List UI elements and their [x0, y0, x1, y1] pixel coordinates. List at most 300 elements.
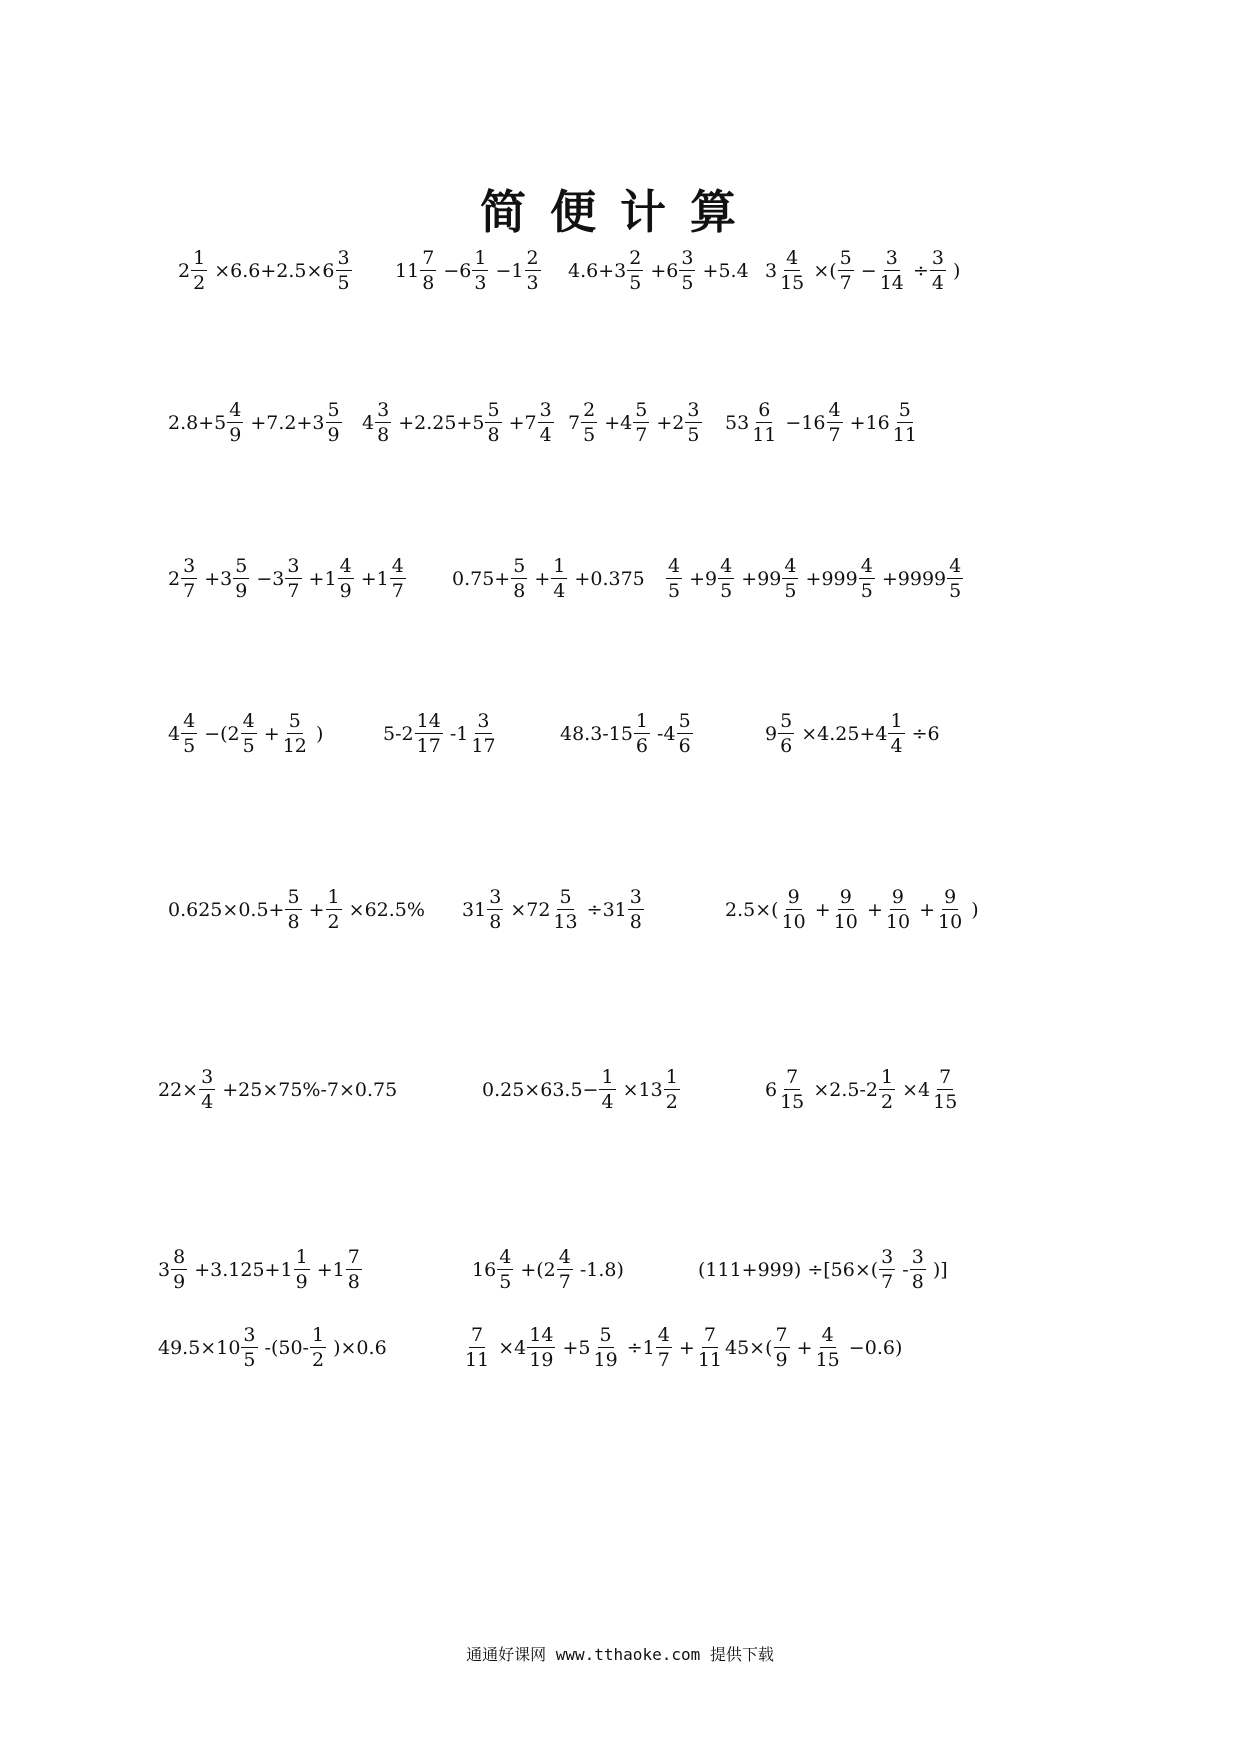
expr-text: −3 — [250, 567, 285, 590]
denominator: 7 — [828, 424, 841, 446]
denominator: 4 — [890, 735, 903, 757]
denominator: 8 — [489, 911, 502, 933]
expr-text: ) — [946, 259, 961, 282]
fraction — [527, 1326, 555, 1370]
fraction — [878, 249, 906, 293]
numerator: 9 — [787, 886, 800, 908]
numerator: 2 — [629, 247, 642, 269]
problem-4 — [765, 249, 960, 293]
expr-text: +16 — [843, 411, 890, 434]
fraction — [633, 401, 649, 445]
expr-text: +1 — [302, 567, 337, 590]
expr-text: 5-2 — [383, 722, 414, 745]
expr-text: -1.8) — [573, 1258, 624, 1281]
footer-text: 通通好课网 www.tthaoke.com 提供下载 — [466, 1645, 774, 1664]
fraction — [774, 1326, 790, 1370]
denominator: 6 — [678, 735, 691, 757]
numerator: 5 — [599, 1324, 612, 1346]
denominator: 19 — [593, 1349, 618, 1371]
fraction — [485, 401, 501, 445]
expr-text: )×0.6 — [327, 1336, 387, 1359]
numerator: 1 — [635, 710, 648, 732]
denominator: 5 — [949, 580, 962, 602]
denominator: 17 — [471, 735, 496, 757]
expr-text: ) — [965, 898, 979, 921]
problem-13 — [383, 712, 499, 756]
expr-text: −6 — [437, 259, 472, 282]
denominator: 9 — [173, 1271, 186, 1293]
denominator: 13 — [553, 911, 578, 933]
fraction — [891, 401, 919, 445]
expr-text: ×13 — [616, 1078, 663, 1101]
expr-text: − — [854, 259, 877, 282]
expr-text: ÷ — [906, 259, 929, 282]
numerator: 5 — [635, 399, 648, 421]
numerator: 4 — [786, 247, 799, 269]
denominator: 4 — [931, 272, 944, 294]
numerator: 9 — [891, 886, 905, 908]
expr-text: +6 — [644, 259, 679, 282]
numerator: 3 — [337, 247, 350, 269]
numerator: 5 — [780, 710, 793, 732]
denominator: 8 — [287, 911, 300, 933]
fraction — [888, 712, 904, 756]
expr-text: + — [790, 1336, 813, 1359]
denominator: 7 — [391, 580, 404, 602]
expr-text: ×4 — [896, 1078, 931, 1101]
denominator: 8 — [629, 911, 642, 933]
fraction — [627, 249, 643, 293]
fraction — [346, 1248, 362, 1292]
expr-text: -(50- — [258, 1336, 309, 1359]
denominator: 11 — [892, 424, 917, 446]
fraction — [780, 888, 808, 932]
expr-text: +7.2+3 — [244, 411, 325, 434]
fraction — [181, 712, 197, 756]
fraction — [336, 249, 352, 293]
fraction — [656, 1326, 672, 1370]
denominator: 7 — [839, 272, 852, 294]
numerator: 4 — [657, 1324, 670, 1346]
numerator: 4 — [860, 555, 873, 577]
denominator: 8 — [347, 1271, 360, 1293]
denominator: 2 — [311, 1349, 325, 1371]
expr-text: +9 — [683, 567, 718, 590]
numerator: 3 — [489, 886, 502, 908]
fraction — [679, 249, 695, 293]
expr-text: ) — [309, 722, 324, 745]
problem-14 — [560, 712, 694, 756]
fraction — [233, 557, 249, 601]
problem-26 — [462, 1326, 725, 1370]
numerator: 3 — [881, 1246, 894, 1268]
numerator: 3 — [183, 555, 196, 577]
fraction — [487, 888, 503, 932]
denominator: 2 — [665, 1091, 678, 1113]
expr-text: 16 — [472, 1258, 497, 1281]
numerator: 5 — [235, 555, 248, 577]
expr-text: +7 — [502, 411, 537, 434]
expr-text: −1 — [489, 259, 524, 282]
denominator: 5 — [183, 735, 196, 757]
numerator: 1 — [553, 555, 566, 577]
fraction — [326, 401, 342, 445]
numerator: 5 — [839, 247, 852, 269]
denominator: 2 — [880, 1091, 894, 1113]
numerator: 4 — [242, 710, 255, 732]
numerator: 8 — [173, 1246, 186, 1268]
numerator: 1 — [311, 1324, 325, 1346]
fraction — [750, 401, 778, 445]
numerator: 3 — [911, 1246, 924, 1268]
fraction — [420, 249, 436, 293]
fraction — [511, 557, 527, 601]
expr-text: +5 — [556, 1336, 591, 1359]
fraction — [859, 557, 875, 601]
numerator: 3 — [201, 1066, 214, 1088]
numerator: 14 — [416, 710, 441, 732]
denominator: 5 — [681, 272, 694, 294]
numerator: 3 — [931, 247, 944, 269]
expr-text: + — [257, 722, 280, 745]
numerator: 4 — [183, 710, 196, 732]
denominator: 7 — [635, 424, 648, 446]
denominator: 7 — [183, 580, 196, 602]
expr-text: −(2 — [198, 722, 240, 745]
fraction — [551, 557, 567, 601]
numerator: 5 — [487, 399, 500, 421]
expr-text: ÷31 — [580, 898, 627, 921]
expr-text: -1 — [443, 722, 469, 745]
denominator: 12 — [282, 735, 307, 757]
expr-text: -4 — [651, 722, 676, 745]
numerator: 4 — [668, 555, 681, 577]
fraction — [838, 249, 854, 293]
expr-text: (111+999) ÷[56×( — [698, 1258, 879, 1281]
denominator: 10 — [781, 911, 806, 933]
problem-7 — [568, 401, 703, 445]
problem-17 — [462, 888, 645, 932]
fraction — [199, 1068, 215, 1112]
fraction — [415, 712, 443, 756]
denominator: 7 — [287, 580, 300, 602]
expr-text: 7 — [568, 411, 581, 434]
expr-text: 53 — [725, 411, 750, 434]
denominator: 2 — [327, 911, 340, 933]
problem-18 — [725, 888, 979, 932]
denominator: 3 — [474, 272, 487, 294]
denominator: 7 — [657, 1349, 670, 1371]
fraction — [326, 888, 342, 932]
problem-2 — [395, 249, 542, 293]
numerator: 3 — [477, 710, 490, 732]
expr-text: +2 — [650, 411, 685, 434]
denominator: 9 — [229, 424, 242, 446]
denominator: 5 — [860, 580, 873, 602]
problem-19 — [158, 1068, 397, 1112]
fraction — [497, 1248, 513, 1292]
denominator: 11 — [465, 1349, 490, 1371]
numerator: 4 — [229, 399, 242, 421]
numerator: 1 — [474, 247, 487, 269]
expr-text: −16 — [779, 411, 826, 434]
expr-text: 3 — [765, 259, 778, 282]
expr-text: ×72 — [504, 898, 551, 921]
numerator: 4 — [339, 555, 352, 577]
denominator: 8 — [487, 424, 500, 446]
expr-text: 2 — [168, 567, 181, 590]
expr-text: 6 — [765, 1078, 778, 1101]
denominator: 15 — [780, 272, 805, 294]
numerator: 5 — [898, 399, 911, 421]
fraction — [936, 888, 964, 932]
denominator: 9 — [235, 580, 248, 602]
fraction — [782, 557, 798, 601]
fraction — [827, 401, 843, 445]
numerator: 5 — [513, 555, 526, 577]
expr-text: 4.6+3 — [568, 259, 627, 282]
numerator: 3 — [243, 1324, 256, 1346]
expr-text: +999 — [799, 567, 858, 590]
denominator: 6 — [780, 735, 793, 757]
fraction — [677, 712, 693, 756]
fraction — [666, 557, 682, 601]
problem-27 — [725, 1326, 902, 1370]
expr-text: +25×75%-7×0.75 — [216, 1078, 398, 1101]
numerator: 7 — [422, 247, 435, 269]
expr-text: 4 — [362, 411, 375, 434]
problem-21 — [765, 1068, 960, 1112]
denominator: 9 — [295, 1271, 308, 1293]
expr-text: 2.5×( — [725, 898, 779, 921]
numerator: 3 — [377, 399, 390, 421]
denominator: 4 — [539, 424, 552, 446]
expr-text: 3 — [158, 1258, 171, 1281]
numerator: 1 — [295, 1246, 308, 1268]
problem-15 — [765, 712, 940, 756]
expr-text: ×62.5% — [342, 898, 425, 921]
numerator: 6 — [758, 399, 771, 421]
denominator: 5 — [720, 580, 733, 602]
denominator: 8 — [513, 580, 526, 602]
expr-text: ×4.25+4 — [795, 722, 888, 745]
problem-16 — [168, 888, 425, 932]
numerator: 9 — [944, 886, 957, 908]
numerator: 7 — [347, 1246, 360, 1268]
expr-text: +1 — [310, 1258, 345, 1281]
problem-23 — [472, 1248, 624, 1292]
problem-22 — [158, 1248, 363, 1292]
numerator: 3 — [885, 247, 898, 269]
fraction — [879, 1068, 895, 1112]
fraction — [592, 1326, 620, 1370]
denominator: 5 — [583, 424, 596, 446]
numerator: 7 — [939, 1066, 952, 1088]
problem-20 — [482, 1068, 681, 1112]
denominator: 5 — [629, 272, 642, 294]
expr-text: ÷1 — [620, 1336, 655, 1359]
denominator: 17 — [416, 735, 441, 757]
denominator: 2 — [193, 272, 206, 294]
expr-text: 0.25×63.5− — [482, 1078, 599, 1101]
expr-text: +(2 — [514, 1258, 556, 1281]
fraction — [910, 1248, 926, 1292]
problem-24 — [698, 1248, 948, 1292]
fraction — [947, 557, 963, 601]
numerator: 3 — [687, 399, 700, 421]
fraction — [375, 401, 391, 445]
expr-text: 9 — [765, 722, 778, 745]
denominator: 4 — [601, 1091, 614, 1113]
denominator: 6 — [635, 735, 648, 757]
expr-text: + — [672, 1336, 695, 1359]
numerator: 7 — [775, 1324, 788, 1346]
denominator: 5 — [337, 272, 350, 294]
fraction — [930, 249, 946, 293]
numerator: 4 — [828, 399, 841, 421]
expr-text: 0.625×0.5+ — [168, 898, 285, 921]
numerator: 4 — [821, 1324, 834, 1346]
expr-text: 2 — [178, 259, 191, 282]
fraction — [778, 1068, 806, 1112]
fraction — [557, 1248, 573, 1292]
expr-text: +5.4 — [696, 259, 749, 282]
numerator: 2 — [526, 247, 539, 269]
expr-text: 49.5×10 — [158, 1336, 241, 1359]
denominator: 11 — [752, 424, 777, 446]
denominator: 4 — [553, 580, 566, 602]
numerator: 5 — [287, 886, 300, 908]
problem-8 — [725, 401, 920, 445]
fraction — [191, 249, 207, 293]
fraction — [664, 1068, 680, 1112]
fraction — [879, 1248, 895, 1292]
expr-text: +1 — [354, 567, 389, 590]
expr-text: +0.375 — [568, 567, 645, 590]
expr-text: +2.25+5 — [392, 411, 485, 434]
numerator: 4 — [784, 555, 797, 577]
numerator: 5 — [288, 710, 301, 732]
expr-text: - — [896, 1258, 909, 1281]
fraction — [718, 557, 734, 601]
denominator: 9 — [775, 1349, 788, 1371]
expr-text: 45×( — [725, 1336, 773, 1359]
numerator: 5 — [327, 399, 340, 421]
fraction — [390, 557, 406, 601]
numerator: 1 — [601, 1066, 614, 1088]
problem-25 — [158, 1326, 387, 1370]
fraction — [634, 712, 650, 756]
denominator: 5 — [242, 735, 255, 757]
fraction — [469, 712, 497, 756]
expr-text: 31 — [462, 898, 487, 921]
denominator: 8 — [422, 272, 435, 294]
expr-text: +4 — [598, 411, 633, 434]
fraction — [472, 249, 488, 293]
denominator: 5 — [784, 580, 797, 602]
numerator: 3 — [287, 555, 300, 577]
expr-text: 48.3-15 — [560, 722, 633, 745]
denominator: 5 — [243, 1349, 256, 1371]
denominator: 10 — [833, 911, 858, 933]
numerator: 4 — [558, 1246, 571, 1268]
page-title: 简便计算 — [480, 185, 760, 239]
expr-text: ×2.5-2 — [807, 1078, 878, 1101]
fraction — [310, 1326, 326, 1370]
expr-text: ×6.6+2.5×6 — [208, 259, 335, 282]
fraction — [285, 888, 301, 932]
denominator: 7 — [881, 1271, 894, 1293]
denominator: 3 — [526, 272, 539, 294]
fraction — [599, 1068, 615, 1112]
problem-3 — [568, 249, 749, 293]
expr-text: 4 — [168, 722, 181, 745]
numerator: 5 — [559, 886, 572, 908]
denominator: 15 — [815, 1349, 840, 1371]
expr-text: + — [808, 898, 831, 921]
problem-12 — [168, 712, 323, 756]
fraction — [294, 1248, 310, 1292]
expr-text: + — [860, 898, 883, 921]
problem-11 — [665, 557, 964, 601]
fraction — [171, 1248, 187, 1292]
fraction — [628, 888, 644, 932]
numerator: 7 — [471, 1324, 484, 1346]
numerator: 4 — [499, 1246, 512, 1268]
denominator: 11 — [697, 1349, 722, 1371]
numerator: 3 — [681, 247, 694, 269]
denominator: 8 — [911, 1271, 924, 1293]
numerator: 1 — [665, 1066, 678, 1088]
numerator: 4 — [720, 555, 733, 577]
fraction — [696, 1326, 724, 1370]
numerator: 1 — [193, 247, 206, 269]
fraction — [181, 557, 197, 601]
denominator: 9 — [339, 580, 352, 602]
fraction — [551, 888, 579, 932]
numerator: 5 — [678, 710, 691, 732]
fraction — [525, 249, 541, 293]
fraction — [832, 888, 860, 932]
fraction — [778, 712, 794, 756]
fraction — [463, 1326, 491, 1370]
fraction — [931, 1068, 959, 1112]
numerator: 7 — [786, 1066, 799, 1088]
expr-text: + — [913, 898, 936, 921]
denominator: 7 — [558, 1271, 571, 1293]
fraction — [227, 401, 243, 445]
numerator: 7 — [703, 1324, 716, 1346]
numerator: 3 — [629, 886, 642, 908]
denominator: 19 — [529, 1349, 554, 1371]
denominator: 15 — [933, 1091, 958, 1113]
expr-text: ×( — [807, 259, 837, 282]
expr-text: 0.75+ — [452, 567, 511, 590]
denominator: 15 — [780, 1091, 805, 1113]
fraction — [538, 401, 554, 445]
expr-text: ×4 — [492, 1336, 527, 1359]
denominator: 5 — [499, 1271, 512, 1293]
expr-text: +3 — [198, 567, 233, 590]
problem-9 — [168, 557, 407, 601]
denominator: 5 — [668, 580, 681, 602]
denominator: 10 — [938, 911, 963, 933]
numerator: 3 — [539, 399, 552, 421]
expr-text: + — [302, 898, 325, 921]
expr-text: 11 — [395, 259, 420, 282]
denominator: 4 — [201, 1091, 214, 1113]
numerator: 1 — [880, 1066, 894, 1088]
